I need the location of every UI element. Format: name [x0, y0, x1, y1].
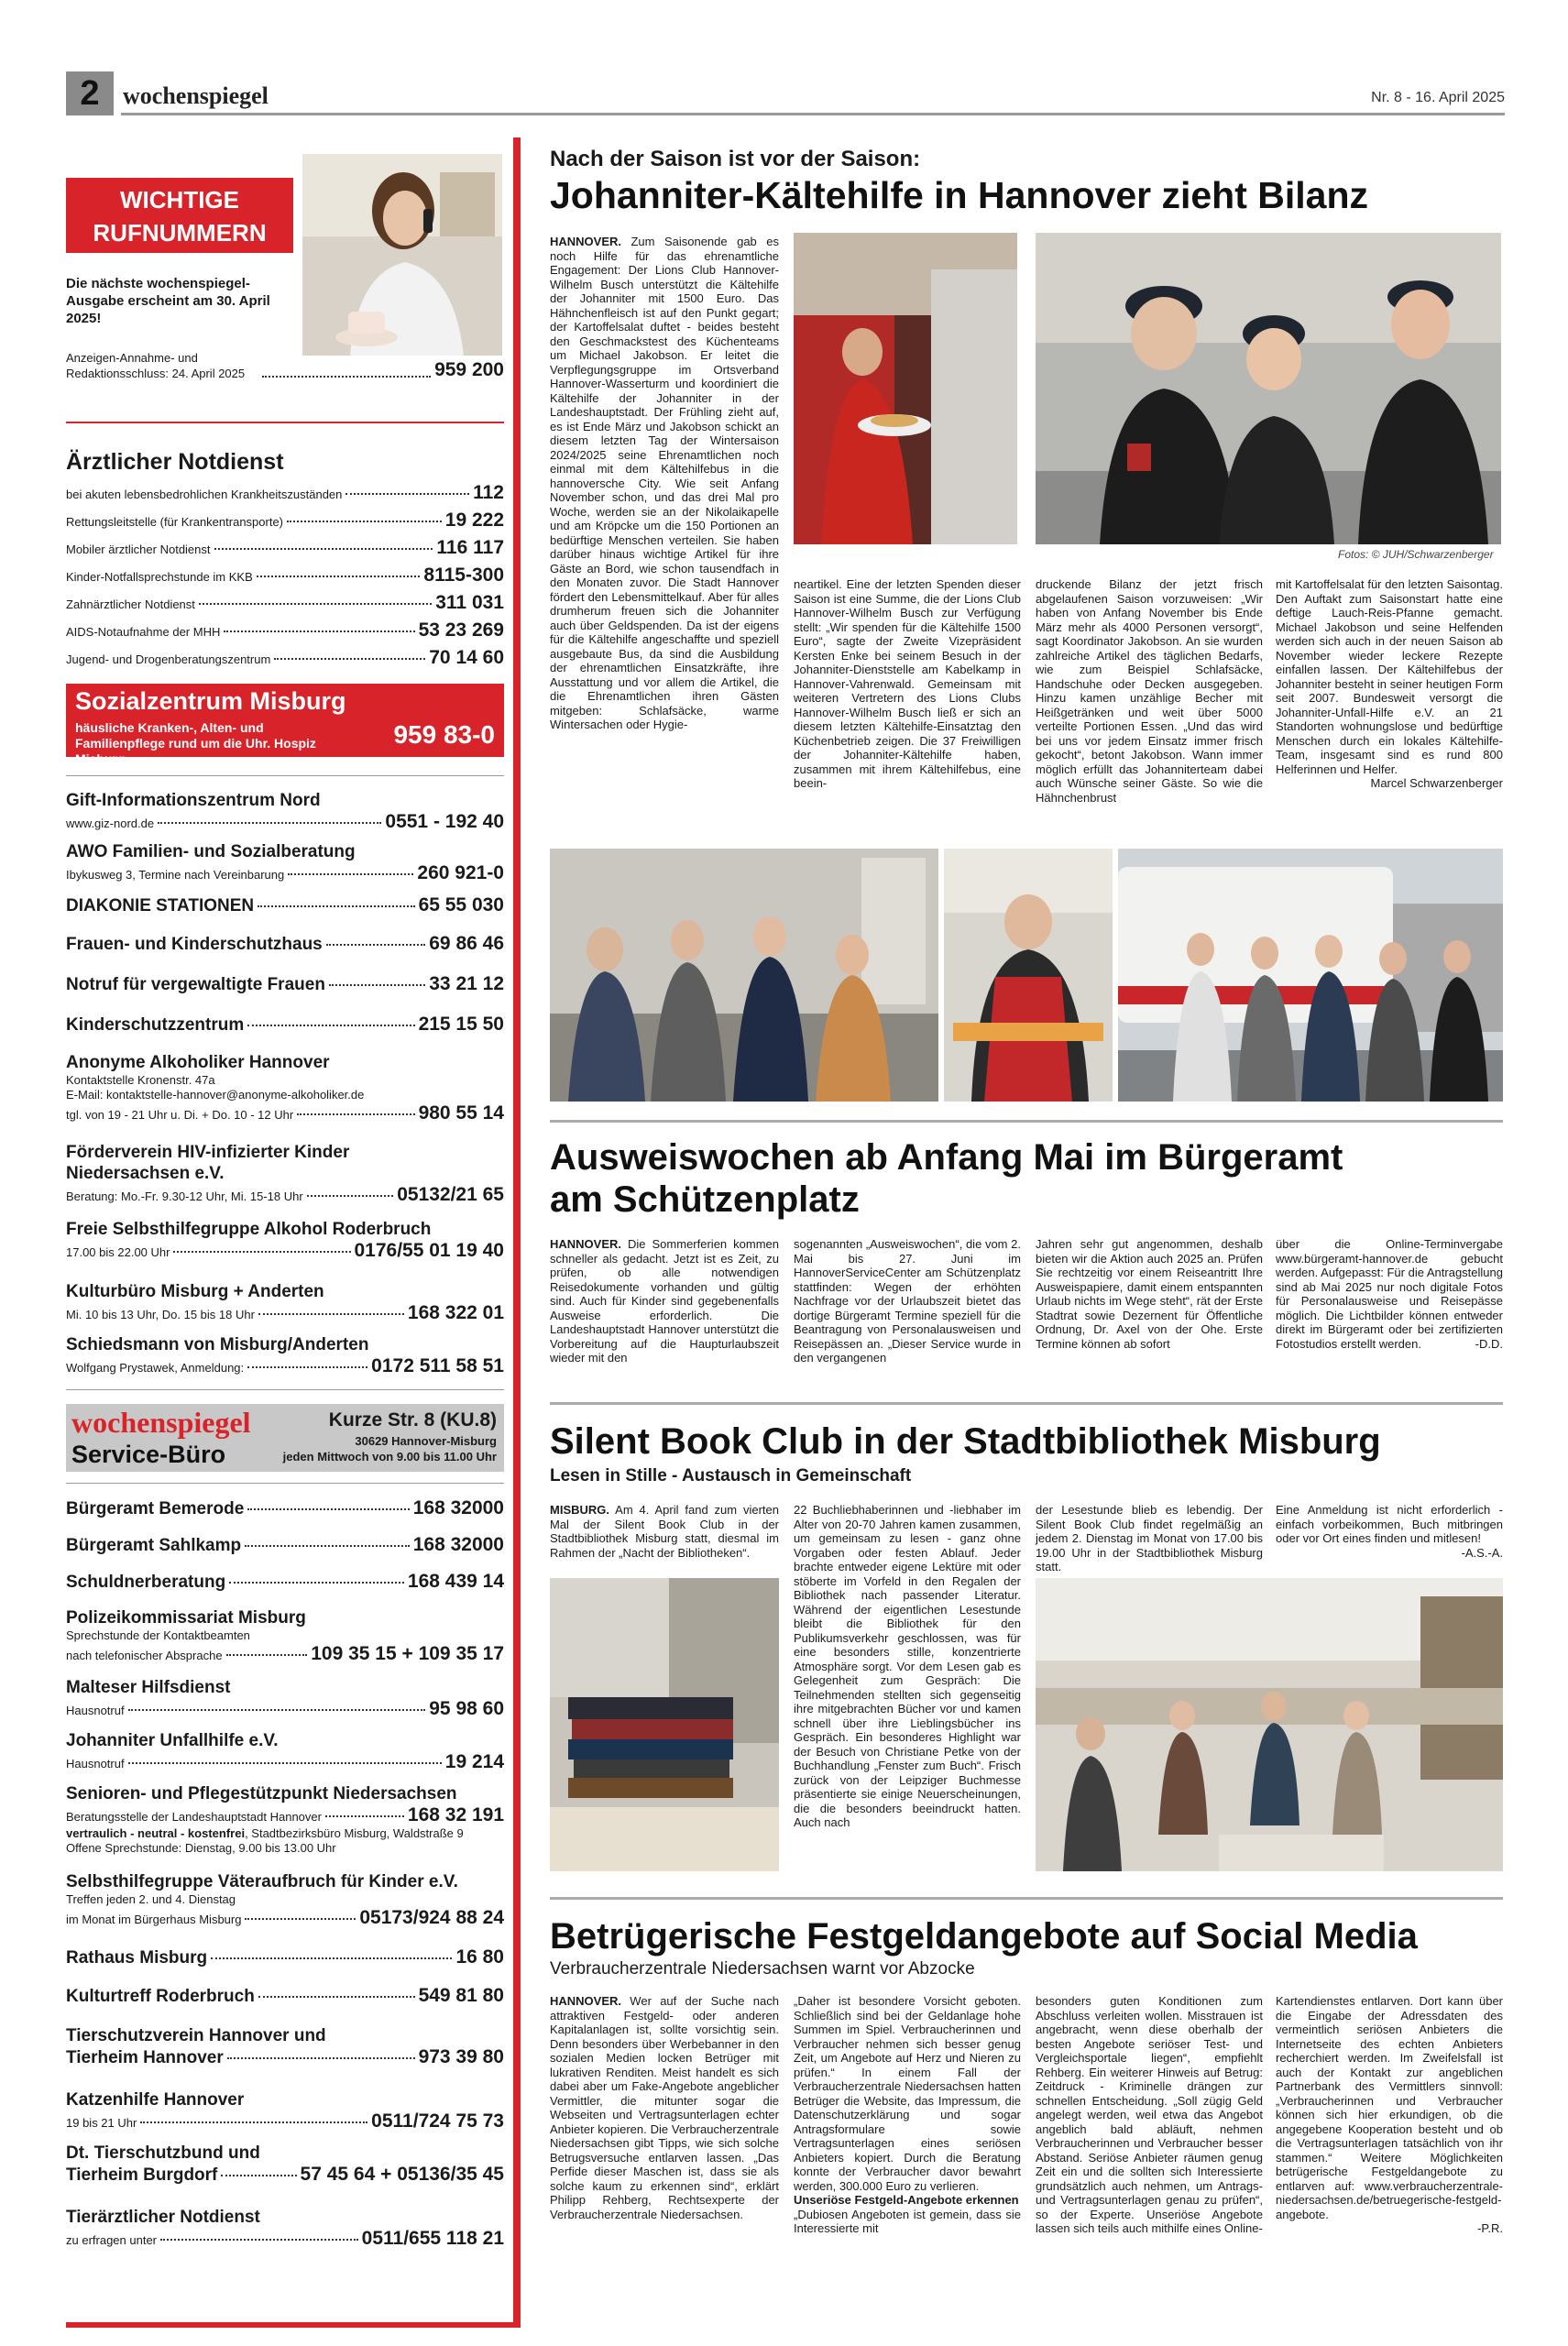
entry-title: Senioren- und Pflegestützpunkt Niedersachsen: [66, 1784, 457, 1803]
service-zip: 30629 Hannover-Misburg: [355, 1434, 497, 1448]
sozialzentrum-subtitle: häusliche Kranken-, Alten- und Familienpflege rund um die Uhr. Hospiz Misburg: [75, 720, 316, 766]
emergency-label: AIDS-Notaufnahme der MHH: [66, 625, 221, 639]
entry-number: 19 214: [444, 1751, 504, 1772]
entry-vaeteraufbruch: [66, 1871, 504, 1929]
emergency-label: bei akuten lebensbedrohlichen Krankheitszuständen: [66, 488, 343, 501]
leader-dots: [325, 1815, 404, 1817]
entry-number: 168 32 191: [407, 1804, 504, 1825]
leader-dots: [245, 1918, 356, 1920]
emergency-number-row: [66, 619, 504, 647]
leader-dots: [258, 1313, 404, 1315]
entry-sub-bold: vertraulich - neutral - kostenfrei: [66, 1826, 246, 1840]
emergency-label: Mobiler ärztlicher Notdienst: [66, 543, 211, 556]
dateline: HANNOVER.: [550, 1994, 622, 2008]
banner-line-2: RUFNUMMERN: [93, 219, 267, 247]
entry-sub: www.giz-nord.de: [66, 817, 155, 830]
entry-number: 05173/924 88 24: [359, 1907, 504, 1928]
leader-dots: [329, 984, 425, 986]
entry-katzenhilfe: [66, 2089, 504, 2132]
article3-column-4: [1276, 1503, 1503, 1560]
article1-column-3: druckende Bilanz der jetzt frisch abgelaufenen Saison vorzuweisen: „Wir haben von Anfang November bis Ende März mehr als 4000 Personen versorgt“, sagt Koordinator Jakobson. An sie wurden zahlreiche Artikel des täglichen Bedarfs, wie zum Beispiel Schlafsäcke, Handschuhe oder Decken ausgegeben. Hinzu kamen unzählige Becher mit Heißgetränken und weit über 5000 verteilte Portionen Essen. „Und das wird bei uns vor jedem Einsatz immer frisch gekocht“, betont Jakobson. Wann immer möglich erfüllt das Johanniterteam dabei auch Wünsche seiner Gäste. So wie die Hähnchenbrust: [1036, 577, 1263, 805]
article-ausweiswochen: [550, 1136, 1503, 1221]
entry-kulturbuero: [66, 1281, 504, 1324]
entry-sub: Beratungsstelle der Landeshauptstadt Hannover: [66, 1810, 322, 1824]
entry-number: 95 98 60: [429, 1698, 504, 1719]
entry-sub: Hausnotruf: [66, 1704, 125, 1717]
emergency-number: 19 222: [444, 510, 504, 531]
entry-number: 549 81 80: [418, 1985, 504, 2006]
entry-sub: Sprechstunde der Kontaktbeamten: [66, 1628, 250, 1642]
entry-title: Tierschutzverein Hannover und: [66, 2026, 326, 2045]
article-silent-book-club: [550, 1420, 1503, 1486]
entry-number: 109 35 15 + 109 35 17: [311, 1643, 504, 1664]
entry-number: 0551 - 192 40: [385, 811, 504, 832]
important-numbers-banner: [66, 178, 293, 253]
article4-column-3: besonders guten Konditionen zum Abschluss verleiten wollen. Misstrauen ist angebracht, wenn diese oberhalb der besten Angebote seriöser Test- und Vergleichsportale liegen“, empfiehlt Rehberg. Ein weiterer Hinweis auf Betrug: Zeitdruck - Kriminelle drängen zur schnellen Entscheidung. „Soll zügig Geld angelegt werden, weil etwa das Angebot angeblich bald abläuft, nehmen Verbraucherinnen und Verbraucher besser Abstand. Seriöse Anbieter räumen genug Zeit ein und die sollten sich Interessierte grundsätzlich auch nehmen, um Antrags- und Vertragsunterlagen genau zu prüfen“, so der Experte. Unseriöse Angebote lassen sich teils auch mithilfe eines Online-: [1036, 1994, 1263, 2235]
leader-dots: [257, 576, 421, 577]
entry-hiv-kinder: [66, 1142, 504, 1206]
sidebar-red-border: [513, 137, 521, 2328]
article-subhead: Verbraucherzentrale Niedersachsen warnt vor Abzocke: [550, 1959, 975, 1979]
article1-column-2: neartikel. Eine der letzten Spenden dieser Saison ist eine Summe, die der Lions Club Hannover-Wilhelm Busch zur Verfügung stellt: „Wir spenden für die Kältehilfe 1500 Euro“, sagte der Zweite Vizepräsident Kersten Enke bei seinem Besuch in der Johanniter-Dienststelle am Kabelkamp in Hannover-Vahrenwald. Gemeinsam mit weiteren Vertretern des Lions Clubs Hannover-Wilhelm Busch ließ er sich an diesem letzten Kältehilfe-Einsatztag den Küchenbetrieb zeigen. Die 37 Freiwilligen der Johanniter-Kältehilfe haben, zusammen mit ihrem Kältehilfebus, eine beein-: [794, 577, 1021, 790]
leader-dots: [247, 1508, 409, 1510]
entry-title: Polizeikommissariat Misburg: [66, 1608, 306, 1628]
leader-dots: [160, 2239, 358, 2241]
article-festgeld-betrug: [550, 1915, 1503, 1979]
article-text: „Daher ist besondere Vorsicht geboten. Schließlich sind bei der Geldanlage hohe Summen im Spiel. Verbraucherinnen und Verbraucher nehmen sich besser genug Zeit, um Angebote auf Herz und Nieren zu prüfen.“ In einem Fall der Verbraucherzentrale Niedersachsen hatten Betrüger die Website, das Impressum, die Datenschutzerklärung und sogar Antragsformulare sowie Vertragsunterlagen eines seriösen Anbieters kopiert. Durch die Beratung konnte der Verbraucher davor bewahrt werden, 300.000 Euro zu verlieren.: [794, 1994, 1021, 2193]
leader-dots: [274, 658, 425, 660]
entry-sub: , Stadtbezirksbüro Misburg, Waldstraße 9: [245, 1826, 464, 1840]
leader-dots: [226, 1654, 308, 1656]
publication-name: wochenspiegel: [123, 82, 269, 109]
entry-number: 168 32000: [412, 1534, 504, 1555]
article1-column-4: [1276, 577, 1503, 791]
entry-buergeramt-bemerode: [66, 1497, 504, 1519]
emergency-number-row: [66, 482, 504, 510]
article-kicker: Nach der Saison ist vor der Saison:: [550, 147, 921, 171]
emergency-label: Rettungsleitstelle (für Krankentransporte): [66, 515, 284, 529]
entry-awo: [66, 841, 504, 884]
photo-cook-with-apron: [944, 849, 1113, 1102]
article-text: Wer auf der Suche nach attraktiven Festgeld- oder anderen Kapitalanlagen ist, sollte vorsichtig sein. Denn besonders über Werbebanner in den sozialen Medien locken Betrüger mit lukrativen Renditen. Meist handelt es sich dabei aber um Fake-Angebote angeblicher Vermittler, die mitunter sogar die Webseiten und Vertragsunterlagen echter Anbieter kopieren. Die Verbraucherzentrale Niedersachsen gibt Tipps, wie sich solche Betrugsversuche entlarven lassen. „Das Perfide dieser Maschen ist, dass sie als solche kaum zu erkennen sind“, erklärt Philipp Rehberg, Rechtsexperte der Verbraucherzentrale Niedersachsen.: [550, 1994, 779, 2221]
entry-polizei: [66, 1607, 504, 1665]
article-text: Eine Anmeldung ist nicht erforderlich - einfach vorbeikommen, Buch mitbringen oder vor Ort eines finden und mitlesen!: [1276, 1503, 1503, 1545]
entry-title: Johanniter Unfallhilfe e.V.: [66, 1731, 279, 1750]
leader-dots: [221, 2175, 296, 2176]
deadline-number: 959 200: [434, 359, 504, 380]
dateline: MISBURG.: [550, 1503, 609, 1517]
entry-title: Anonyme Alkoholiker Hannover: [66, 1053, 330, 1072]
article2-column-2: sogenannten „Ausweiswochen“, die vom 2. Mai bis 27. Juni im HannoverServiceCenter am Schützenplatz stattfinden: Wegen der erhöhten Nachfrage vor der Urlaubszeit bietet das dortige Bürgeramt Termine speziell für die Beantragung von Personalausweisen und Reisepässen an. „Dieser Service wurde in den vergangenen: [794, 1237, 1021, 1365]
article-text: Zum Saisonende gab es noch Hilfe für das ehrenamtliche Engagement: Der Lions Club Hannover-Wilhelm Busch unterstützt die Kältehilfe der Johanniter mit 1500 Euro. Das Hähnchenfleisch ist auf den Punkt gegart; der Kartoffelsalat duftet - beides besteht den Geschmackstest des Küchenteams um Michael Jakobson. Er leitet die Verpflegungsgruppe im Ortsverband Hannover-Wasserturm und koordiniert die Kältehilfe der Johanniter in der Landeshauptstadt. Der Frühling zieht auf, es ist Ende März und Jakobson schickt an diesem letzten Tag der Wintersaison 2024/2025 seine Ehrenamtlichen noch einmal mit dem Kältehilfebus in die hannoversche City. Wie seit Anfang November schon, und das drei Mal pro Woche, werden sie an der Nikolaikapelle und am Kröpcke um die 150 Portionen an bedürftige Menschen verteilen. Sie haben darüber hinaus wichtige Artikel für ihre Gäste an Bord, wie schon tausendfach in den Monaten zuvor. Die Stadt Hannover fördert den Lebensmittelkauf. Aber für alles drumherum freuen sich die Johanniter auch über Geldspenden. Da ist der eigens für die Kältehilfe angeschaffte und speziell ausgebaute Bus, da sind die Ausbildung der ehrenamtlichen Einsatzkräfte, ihre Ausstattung und vor allem die Artikel, die die Ehrenamtlichen ihren Gästen mitgeben: Schlafsäcke, warme Wintersachen oder Hygie-: [550, 235, 779, 731]
entry-number: 260 921-0: [417, 862, 504, 883]
entry-johanniter: [66, 1730, 504, 1773]
article-text: Die Sommerferien kommen schneller als gedacht. Jetzt ist es Zeit, zu prüfen, ob alle notwendigen Reisedokumente vorhanden und gültig sind. Auch für Kinder sind gegebenenfalls Ausweise erforderlich. Die Landeshauptstadt Hannover unterstützt die Vorbereitung auf die Haupturlaubszeit wieder mit den: [550, 1237, 779, 1365]
entry-number: 973 39 80: [418, 2046, 504, 2067]
photo-kitchen-team: [1036, 233, 1501, 544]
entry-title: Selbsthilfegruppe Väteraufbruch für Kinder e.V.: [66, 1872, 458, 1891]
service-office-box: [66, 1404, 504, 1472]
article4-column-1: [550, 1994, 779, 2221]
entry-title: Malteser Hilfsdienst: [66, 1678, 231, 1697]
entry-title: Schuldnerberatung: [66, 1573, 226, 1592]
entry-selbsthilfe-alkohol: [66, 1219, 504, 1262]
emergency-number: 53 23 269: [418, 619, 504, 641]
page-number: 2: [66, 71, 114, 115]
article3-column-2: 22 Buchliebhaberinnen und -liebhaber im Alter von 20-70 Jahren kamen zusammen, um gemeinsam zu lesen - ganz ohne Vorgaben oder festen Ablauf. Jeder brachte entweder eigene Lektüre mit oder stöberte im Vorfeld in den Regalen der Bibliothek nach passender Literatur. Während der eigentlichen Lesestunde bleibt die Bibliothek für den Publikumsverkehr geschlossen, was für eine besonders stille, konzentrierte Atmosphäre sorgt. Vor dem Lesen gab es Gelegenheit zum Gespräch: Die Teilnehmenden stellten sich gegenseitig ihre mitgebrachten Bücher vor und kamen schnell über ihre Lieblingsbücher ins Gespräch. Ein besonderes Highlight war der Besuch von Christiane Petke von der Buchhandlung „Fenster zum Buch“. Frisch zurück von der Leipziger Buchmesse präsentierte sie einige Neuerscheinungen, die die besonders beeindruckt hatten. Auch nach: [794, 1503, 1021, 1829]
entry-number: 57 45 64 + 05136/35 45: [300, 2164, 504, 2185]
entry-sub: 17.00 bis 22.00 Uhr: [66, 1245, 170, 1259]
leader-dots: [258, 1996, 415, 1998]
entry-title: Förderverein HIV-infizierter Kinder Niedersachsen e.V.: [66, 1143, 350, 1183]
entry-title: Bürgeramt Bemerode: [66, 1499, 245, 1518]
entry-sub: Mi. 10 bis 13 Uhr, Do. 15 bis 18 Uhr: [66, 1308, 255, 1321]
article4-column-2: [794, 1994, 1021, 2236]
leader-dots: [199, 603, 432, 605]
article-headline: Johanniter-Kältehilfe in Hannover zieht Bilanz: [550, 174, 1369, 216]
entry-title: Bürgeramt Sahlkamp: [66, 1536, 242, 1555]
divider: [66, 1483, 504, 1484]
emergency-number: 311 031: [435, 592, 504, 613]
leader-dots: [173, 1251, 350, 1253]
entry-title: Freie Selbsthilfegruppe Alkohol Roderbruch: [66, 1220, 432, 1239]
article2-column-4: [1276, 1237, 1503, 1351]
emergency-label: Kinder-Notfallsprechstunde im KKB: [66, 570, 253, 584]
entry-title: Kulturbüro Misburg + Anderten: [66, 1282, 324, 1301]
deadline-label: Anzeigen-Annahme- und Redaktionsschluss: 24. April 2025: [66, 351, 246, 380]
entry-sub: zu erfragen unter: [66, 2233, 158, 2247]
article4-column-4: [1276, 1994, 1503, 2236]
leader-dots: [258, 905, 414, 907]
entry-title: Rathaus Misburg: [66, 1948, 208, 1968]
article-text: mit Kartoffelsalat für den letzten Saisontag. Den Auftakt zum Saisonstart hatte eine deftige Lauch-Reis-Pfanne gemacht. Michael Jakobson und seine Helfenden werden sich auch in der neuen Saison ab November wieder leckere Rezepte einfallen lassen. Der Kältehilfebus der Johanniter besteht in seiner heutigen Form seit 2007. Bundesweit versorgt die Johanniter-Unfall-Hilfe e.V. an 21 Standorten wohnungslose und bedürftige Menschen durch ein lokales Kältehilfe-Team, insgesamt sind es rund 800 Helferinnen und Helfer.: [1276, 577, 1503, 776]
entry-sub: nach telefonischer Absprache: [66, 1649, 223, 1662]
emergency-number: 116 117: [436, 537, 504, 558]
medical-emergency-title: Ärztlicher Notdienst: [66, 449, 284, 475]
article1-column-1: [550, 235, 779, 732]
entry-sub: Beratung: Mo.-Fr. 9.30-12 Uhr, Mi. 15-18 Uhr: [66, 1189, 303, 1203]
article-headline: Betrügerische Festgeldangebote auf Social Media: [550, 1916, 1418, 1957]
photo-group-in-front-of-bus: [1118, 849, 1503, 1102]
article-separator: [550, 1897, 1503, 1900]
entry-diakonie: [66, 894, 504, 916]
entry-title: Tierärztlicher Notdienst: [66, 2208, 260, 2227]
banner-line-1: WICHTIGE: [120, 186, 239, 214]
entry-title: AWO Familien- und Sozialberatung: [66, 842, 356, 861]
leader-dots: [128, 1709, 426, 1711]
entry-anonyme-alkoholiker: [66, 1052, 504, 1124]
entry-title: Schiedsmann von Misburg/Anderten: [66, 1335, 369, 1354]
entry-title: DIAKONIE STATIONEN: [66, 896, 255, 915]
entry-sub: tgl. von 19 - 21 Uhr u. Di. + Do. 10 - 12 Uhr: [66, 1108, 294, 1122]
entry-schuldnerberatung: [66, 1571, 504, 1593]
emergency-number: 8115-300: [423, 565, 504, 586]
article-author: Marcel Schwarzenberger: [1370, 776, 1503, 790]
leader-dots: [227, 2057, 415, 2059]
leader-dots: [287, 521, 442, 522]
entry-title: Kinderschutzzentrum: [66, 1015, 245, 1035]
article-subhead: Lesen in Stille - Austausch in Gemeinschaft: [550, 1466, 912, 1485]
article-separator: [550, 1402, 1503, 1405]
entry-number: 168 322 01: [407, 1302, 504, 1323]
service-office-label: Service-Büro: [71, 1441, 226, 1468]
entry-frauenhaus: [66, 933, 504, 955]
leader-dots: [262, 376, 431, 378]
leader-dots: [128, 1762, 442, 1764]
next-issue-note: Die nächste wochenspiegel-Ausgabe erscheint am 30. April 2025!: [66, 276, 270, 326]
entry-title: Dt. Tierschutzbund und: [66, 2143, 260, 2163]
entry-number: 16 80: [455, 1946, 504, 1968]
entry-sub: Kontaktstelle Kronenstr. 47a: [66, 1073, 215, 1087]
entry-title: Tierheim Hannover: [66, 2048, 224, 2067]
leader-dots: [326, 944, 426, 946]
entry-kulturtreff: [66, 1985, 504, 2007]
article-text: über die Online-Terminvergabe www.bürgeramt-hannover.de gebucht werden. Aufgepasst: Für die Antragstellung sind ab Mai 2025 nur noch digitale Fotos für Personalausweise und Reisepässe möglich. Die Lichtbilder können entweder direkt im Bürgeramt oder bei zertifizierten Fotostudios erstellt werden.: [1276, 1237, 1503, 1351]
emergency-number: 70 14 60: [429, 647, 504, 668]
article-author: -A.S.-A.: [1461, 1545, 1503, 1560]
dateline: HANNOVER.: [550, 1237, 622, 1251]
article-text: „Dubiosen Angeboten ist gemein, dass sie Interessierte mit: [794, 2207, 1021, 2235]
entry-notruf-frauen: [66, 973, 504, 995]
page-header: [66, 71, 1505, 115]
leader-dots: [288, 873, 413, 875]
entry-title: Tierheim Burgdorf: [66, 2165, 218, 2185]
emergency-number-row: [66, 565, 504, 592]
entry-number: 65 55 030: [418, 894, 504, 915]
photo-lions-club-visitors: [550, 849, 938, 1102]
entry-number: 0176/55 01 19 40: [354, 1240, 504, 1261]
leader-dots: [214, 548, 433, 550]
medical-emergency-list: [66, 482, 504, 674]
entry-sub: Hausnotruf: [66, 1757, 125, 1770]
entry-title: Katzenhilfe Hannover: [66, 2090, 245, 2110]
entry-number: 0172 511 58 51: [371, 1355, 504, 1376]
entry-sub: Treffen jeden 2. und 4. Dienstag: [66, 1892, 236, 1906]
issue-info: Nr. 8 - 16. April 2025: [1371, 90, 1505, 105]
article-subheading: Unseriöse Festgeld-Angebote erkennen: [794, 2193, 1019, 2207]
leader-dots: [158, 822, 381, 824]
photo-readers-in-library: [1036, 1578, 1503, 1871]
entry-title: Kulturtreff Roderbruch: [66, 1987, 255, 2006]
entry-tieraerztlicher-notdienst: [66, 2207, 504, 2250]
leader-dots: [224, 630, 414, 632]
entry-number: 980 55 14: [418, 1102, 504, 1124]
emergency-number-row: [66, 510, 504, 537]
entry-title: Frauen- und Kinderschutzhaus: [66, 935, 323, 954]
entry-sub: 19 bis 21 Uhr: [66, 2116, 137, 2130]
leader-dots: [247, 1366, 367, 1368]
entry-sub: Offene Sprechstunde: Dienstag, 9.00 bis 13.00 Uhr: [66, 1841, 336, 1855]
sozialzentrum-title: Sozialzentrum Misburg: [75, 687, 346, 715]
emergency-number-row: [66, 647, 504, 674]
article-author: -P.R.: [1477, 2221, 1503, 2235]
entry-number: 33 21 12: [429, 973, 504, 994]
article-kaeltehilfe: [550, 147, 1503, 216]
emergency-number: 112: [473, 482, 504, 503]
article-headline-line-1: Ausweiswochen ab Anfang Mai im Bürgeramt: [550, 1137, 1343, 1178]
entry-email: E-Mail: kontaktstelle-hannover@anonyme-alkoholiker.de: [66, 1088, 365, 1102]
article3-column-3: der Lesestunde blieb es lebendig. Der Silent Book Club findet regelmäßig an jedem 2. Dienstag im Monat von 17.00 bis 19.00 Uhr in der Stadtbibliothek Misburg statt.: [1036, 1503, 1263, 1573]
entry-title: Gift-Informationszentrum Nord: [66, 791, 321, 810]
entry-tierschutzbund: [66, 2143, 504, 2186]
entry-sub: Wolfgang Prystawek, Anmeldung:: [66, 1361, 245, 1375]
deadline-row: [66, 350, 504, 381]
service-brand: wochenspiegel: [71, 1406, 251, 1439]
divider: [66, 1389, 504, 1390]
photo-volunteer-serving-food: [794, 233, 1017, 544]
photo-book-stack: [550, 1578, 779, 1871]
article-headline: Silent Book Club in der Stadtbibliothek Misburg: [550, 1421, 1381, 1462]
emergency-number-row: [66, 592, 504, 619]
entry-sub: Ibykusweg 3, Termine nach Vereinbarung: [66, 868, 285, 882]
dateline: HANNOVER.: [550, 235, 622, 248]
article2-column-3: Jahren sehr gut angenommen, deshalb bieten wir die Aktion auch 2025 an. Prüfen Sie rechtzeitig vor einem Reiseantritt Ihre Ausweispapiere, damit einem entspannten Urlaub nichts im Wege steht“, rät der Erste Stadtrat sowie Dezernent für Öffentliche Ordnung, Dr. Axel von der Ohe. Erste Termine können ab sofort: [1036, 1237, 1263, 1351]
article-text: Am 4. April fand zum vierten Mal der Silent Book Club in der Stadtbibliothek Misburg statt, diesmal im Rahmen der „Nacht der Bibliotheken“.: [550, 1503, 779, 1560]
entry-rathaus: [66, 1946, 504, 1968]
entry-senioren: [66, 1783, 504, 1856]
leader-dots: [345, 493, 469, 495]
photo-credit: Fotos: © JUH/Schwarzenberger: [1338, 548, 1494, 561]
sozialzentrum-box: [66, 684, 504, 766]
article3-column-1: [550, 1503, 779, 1560]
emergency-number-row: [66, 537, 504, 565]
header-rule: [121, 113, 1505, 115]
divider: [66, 422, 504, 423]
service-hours: jeden Mittwoch von 9.00 bis 11.00 Uhr: [282, 1450, 497, 1464]
phone-numbers-sidebar: [66, 137, 504, 2328]
leader-dots: [140, 2121, 367, 2123]
sozialzentrum-number: 959 83-0: [393, 720, 495, 749]
entry-number: 168 439 14: [407, 1571, 504, 1592]
leader-dots: [229, 1582, 404, 1584]
entry-schiedsmann: [66, 1334, 504, 1377]
entry-number: 05132/21 65: [397, 1184, 504, 1205]
entry-malteser: [66, 1677, 504, 1720]
leader-dots: [247, 1025, 414, 1026]
leader-dots: [297, 1113, 414, 1115]
entry-number: 215 15 50: [418, 1014, 504, 1035]
divider: [66, 775, 504, 776]
emergency-label: Jugend- und Drogenberatungszentrum: [66, 652, 271, 666]
article-headline-line-2: am Schützenplatz: [550, 1179, 860, 1220]
leader-dots: [245, 1545, 410, 1547]
article-author: -D.D.: [1475, 1336, 1503, 1351]
service-address: Kurze Str. 8 (KU.8): [328, 1409, 497, 1431]
entry-title: Notruf für vergewaltigte Frauen: [66, 975, 325, 994]
entry-sub: im Monat im Bürgerhaus Misburg: [66, 1913, 242, 1926]
entry-number: 69 86 46: [429, 933, 504, 954]
entry-kinderschutz: [66, 1014, 504, 1036]
entry-number: 0511/724 75 73: [371, 2110, 504, 2132]
article-text: Kartendienstes entlarven. Dort kann über die Eingabe der Adressdaten des vermeintlich seriösen Anbieters die Internetseite des echten Anbieters recherchiert werden. Im Zweifelsfall ist auch der Kontakt zur angeblichen Partnerbank des Vermittlers sinnvoll: „Verbraucherinnen und Verbraucher können sich hier erkundigen, ob die angegebene Kooperation besteht und ob die Vertragsunterlagen tatsächlich von ihr stammen.“ Weitere Möglichkeiten betrügerische Festgeldangebote zu entlarven auf: www.verbraucherzentrale-niedersachsen.de/betruegerische-festgeld-angebote.: [1276, 1994, 1503, 2221]
entry-number: 168 32000: [412, 1497, 504, 1518]
woman-on-phone-photo: [302, 154, 502, 356]
entry-giz: [66, 790, 504, 833]
leader-dots: [211, 1957, 452, 1959]
entry-number: 0511/655 118 21: [361, 2228, 504, 2249]
article-separator: [550, 1120, 1503, 1123]
entry-tierschutzverein: [66, 2025, 504, 2068]
article2-column-1: [550, 1237, 779, 1365]
leader-dots: [307, 1195, 394, 1197]
emergency-label: Zahnärztlicher Notdienst: [66, 597, 195, 611]
entry-buergeramt-sahlkamp: [66, 1534, 504, 1556]
